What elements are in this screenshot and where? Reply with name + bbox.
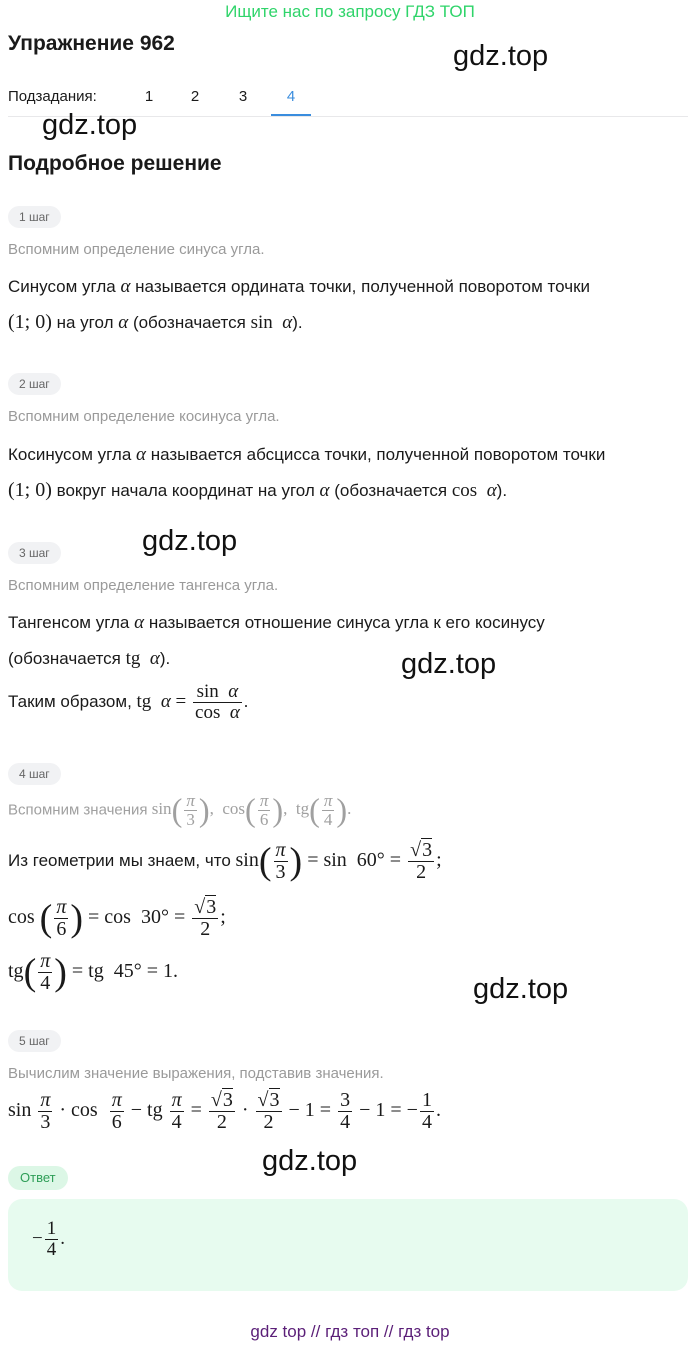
step-badge: 1 шаг [8, 206, 61, 228]
solution-heading: Подробное решение [8, 152, 222, 175]
math-line: tg( $\frac{\pi}{4}$ ) = tg 45° = 1. [8, 950, 179, 994]
subtask-tab-2[interactable]: 2 [190, 88, 200, 105]
subtasks-label: Подзадания: [8, 88, 97, 105]
step-hint: Вспомним значения sin( $\frac{\pi}{3}$ ), cos( $\frac{\pi}{6}$ ), tg( $\frac{\pi}{4}$ ). [8, 791, 352, 829]
watermark: gdz.top [473, 973, 569, 1005]
answer-label: Ответ [8, 1166, 68, 1190]
step-badge: 3 шаг [8, 542, 61, 564]
answer-box [8, 1199, 688, 1291]
step-text: Синусом угла α называется ордината точки, полученной поворотом точки [8, 276, 591, 297]
math-line: sin $\frac{\pi}{3}$ · cos $\frac{\pi}{6}$ − tg $\frac{\pi}{4}$ = $\frac{√3}{2}$ · $\frac{√3}{2}$ − 1 = $\frac{3}{4}$ − 1 = − $\frac{1}{4}$ . [8, 1089, 441, 1133]
subtask-tab-3[interactable]: 3 [238, 88, 248, 105]
subtask-tab-4[interactable]: 4 [271, 88, 311, 105]
step-text: (обозначается tg α). [8, 648, 171, 669]
promo-banner: Ищите нас по запросу ГДЗ ТОП [225, 2, 475, 21]
step-hint: Вспомним определение синуса угла. [8, 241, 265, 258]
step-text: Косинусом угла α называется абсцисса точки, полученной поворотом точки [8, 444, 606, 465]
footer-links[interactable]: gdz top // гдз топ // гдз top [250, 1322, 450, 1341]
step-text: Таким образом, tg α = $\frac{\text{sin α}}{\text{cos α}}$ . [8, 681, 249, 723]
math-line: cos ( $\frac{\pi}{6}$ ) = cos 30° = $\frac{√3}{2}$ ; [8, 896, 226, 940]
watermark: gdz.top [453, 40, 549, 72]
step-text: Тангенсом угла α называется отношение синуса угла к его косинусу [8, 612, 545, 633]
watermark: gdz.top [42, 109, 138, 141]
step-text: (1; 0) вокруг начала координат на угол α (обозначается cos α). [8, 479, 508, 501]
answer-value: − $\frac{1}{4}$ . [32, 1218, 65, 1260]
step-hint: Вспомним определение тангенса угла. [8, 577, 279, 594]
step-badge: 2 шаг [8, 373, 61, 395]
watermark: gdz.top [401, 648, 497, 680]
watermark: gdz.top [142, 525, 238, 557]
step-badge: 4 шаг [8, 763, 61, 785]
step-text: (1; 0) на угол α (обозначается sin α). [8, 311, 303, 333]
step-badge: 5 шаг [8, 1030, 61, 1052]
step-hint: Вычислим значение выражения, подставив значения. [8, 1065, 384, 1082]
subtask-tab-1[interactable]: 1 [144, 88, 154, 105]
step-text: Из геометрии мы знаем, что sin( $\frac{\pi}{3}$ ) = sin 60° = $\frac{√3}{2}$ ; [8, 839, 442, 883]
step-hint: Вспомним определение косинуса угла. [8, 408, 280, 425]
watermark: gdz.top [262, 1145, 358, 1177]
page-title: Упражнение 962 [8, 32, 175, 55]
